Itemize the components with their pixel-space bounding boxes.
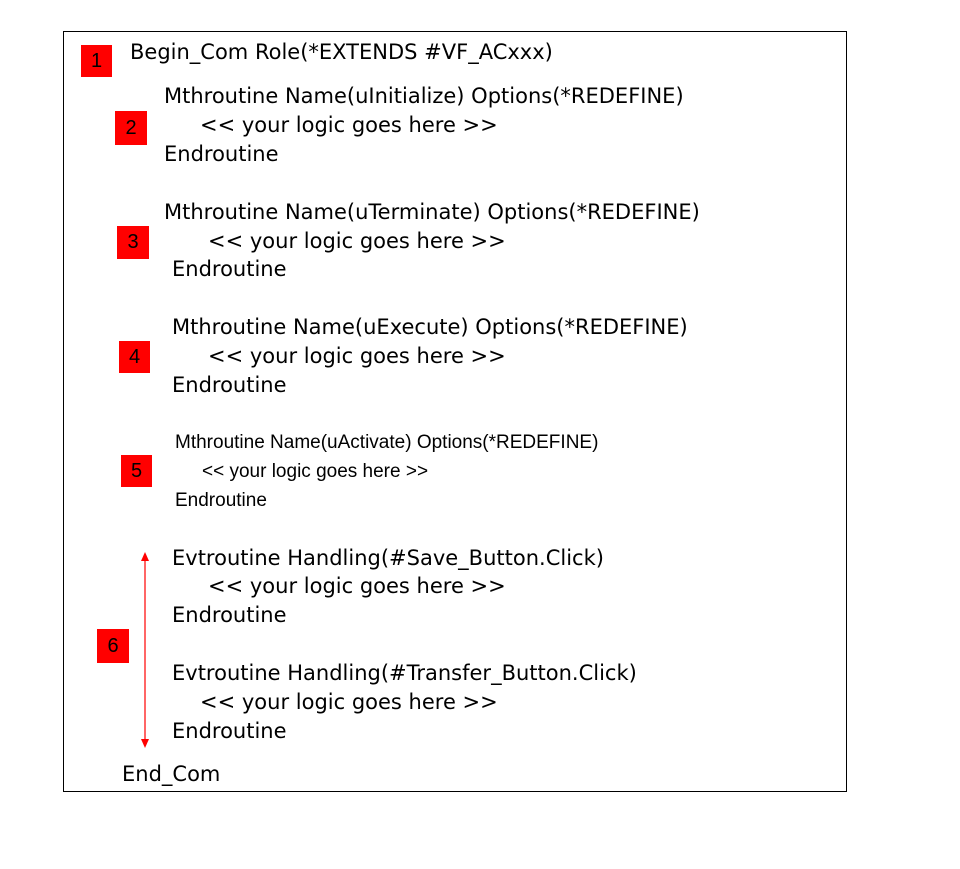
begin-com-line: Begin_Com Role(*EXTENDS #VF_ACxxx) bbox=[130, 40, 553, 64]
placeholder-transfer-click: << your logic goes here >> bbox=[200, 690, 498, 714]
end-activate: Endroutine bbox=[175, 490, 267, 511]
placeholder-save-click: << your logic goes here >> bbox=[208, 574, 506, 598]
evtroutine-save-click: Evtroutine Handling(#Save_Button.Click) bbox=[172, 546, 604, 570]
placeholder-execute: << your logic goes here >> bbox=[208, 344, 506, 368]
badge-4: 4 bbox=[119, 341, 150, 373]
badge-5: 5 bbox=[121, 455, 152, 487]
end-save-click: Endroutine bbox=[172, 603, 287, 627]
placeholder-terminate: << your logic goes here >> bbox=[208, 229, 506, 253]
end-transfer-click: Endroutine bbox=[172, 719, 287, 743]
placeholder-initialize: << your logic goes here >> bbox=[200, 113, 498, 137]
badge-6: 6 bbox=[97, 629, 129, 663]
end-com-line: End_Com bbox=[122, 762, 221, 786]
end-initialize: Endroutine bbox=[164, 142, 279, 166]
evtroutine-transfer-click: Evtroutine Handling(#Transfer_Button.Click) bbox=[172, 661, 637, 685]
end-execute: Endroutine bbox=[172, 373, 287, 397]
badge-1: 1 bbox=[81, 45, 112, 77]
badge-3: 3 bbox=[117, 226, 149, 259]
routine-execute: Mthroutine Name(uExecute) Options(*REDEFINE) bbox=[172, 315, 688, 339]
routine-activate: Mthroutine Name(uActivate) Options(*REDEFINE) bbox=[175, 432, 599, 453]
badge-2: 2 bbox=[115, 111, 147, 145]
routine-terminate: Mthroutine Name(uTerminate) Options(*REDEFINE) bbox=[164, 200, 700, 224]
routine-initialize: Mthroutine Name(uInitialize) Options(*REDEFINE) bbox=[164, 84, 684, 108]
end-terminate: Endroutine bbox=[172, 257, 287, 281]
placeholder-activate: << your logic goes here >> bbox=[202, 461, 429, 482]
double-arrow-icon bbox=[135, 552, 155, 748]
